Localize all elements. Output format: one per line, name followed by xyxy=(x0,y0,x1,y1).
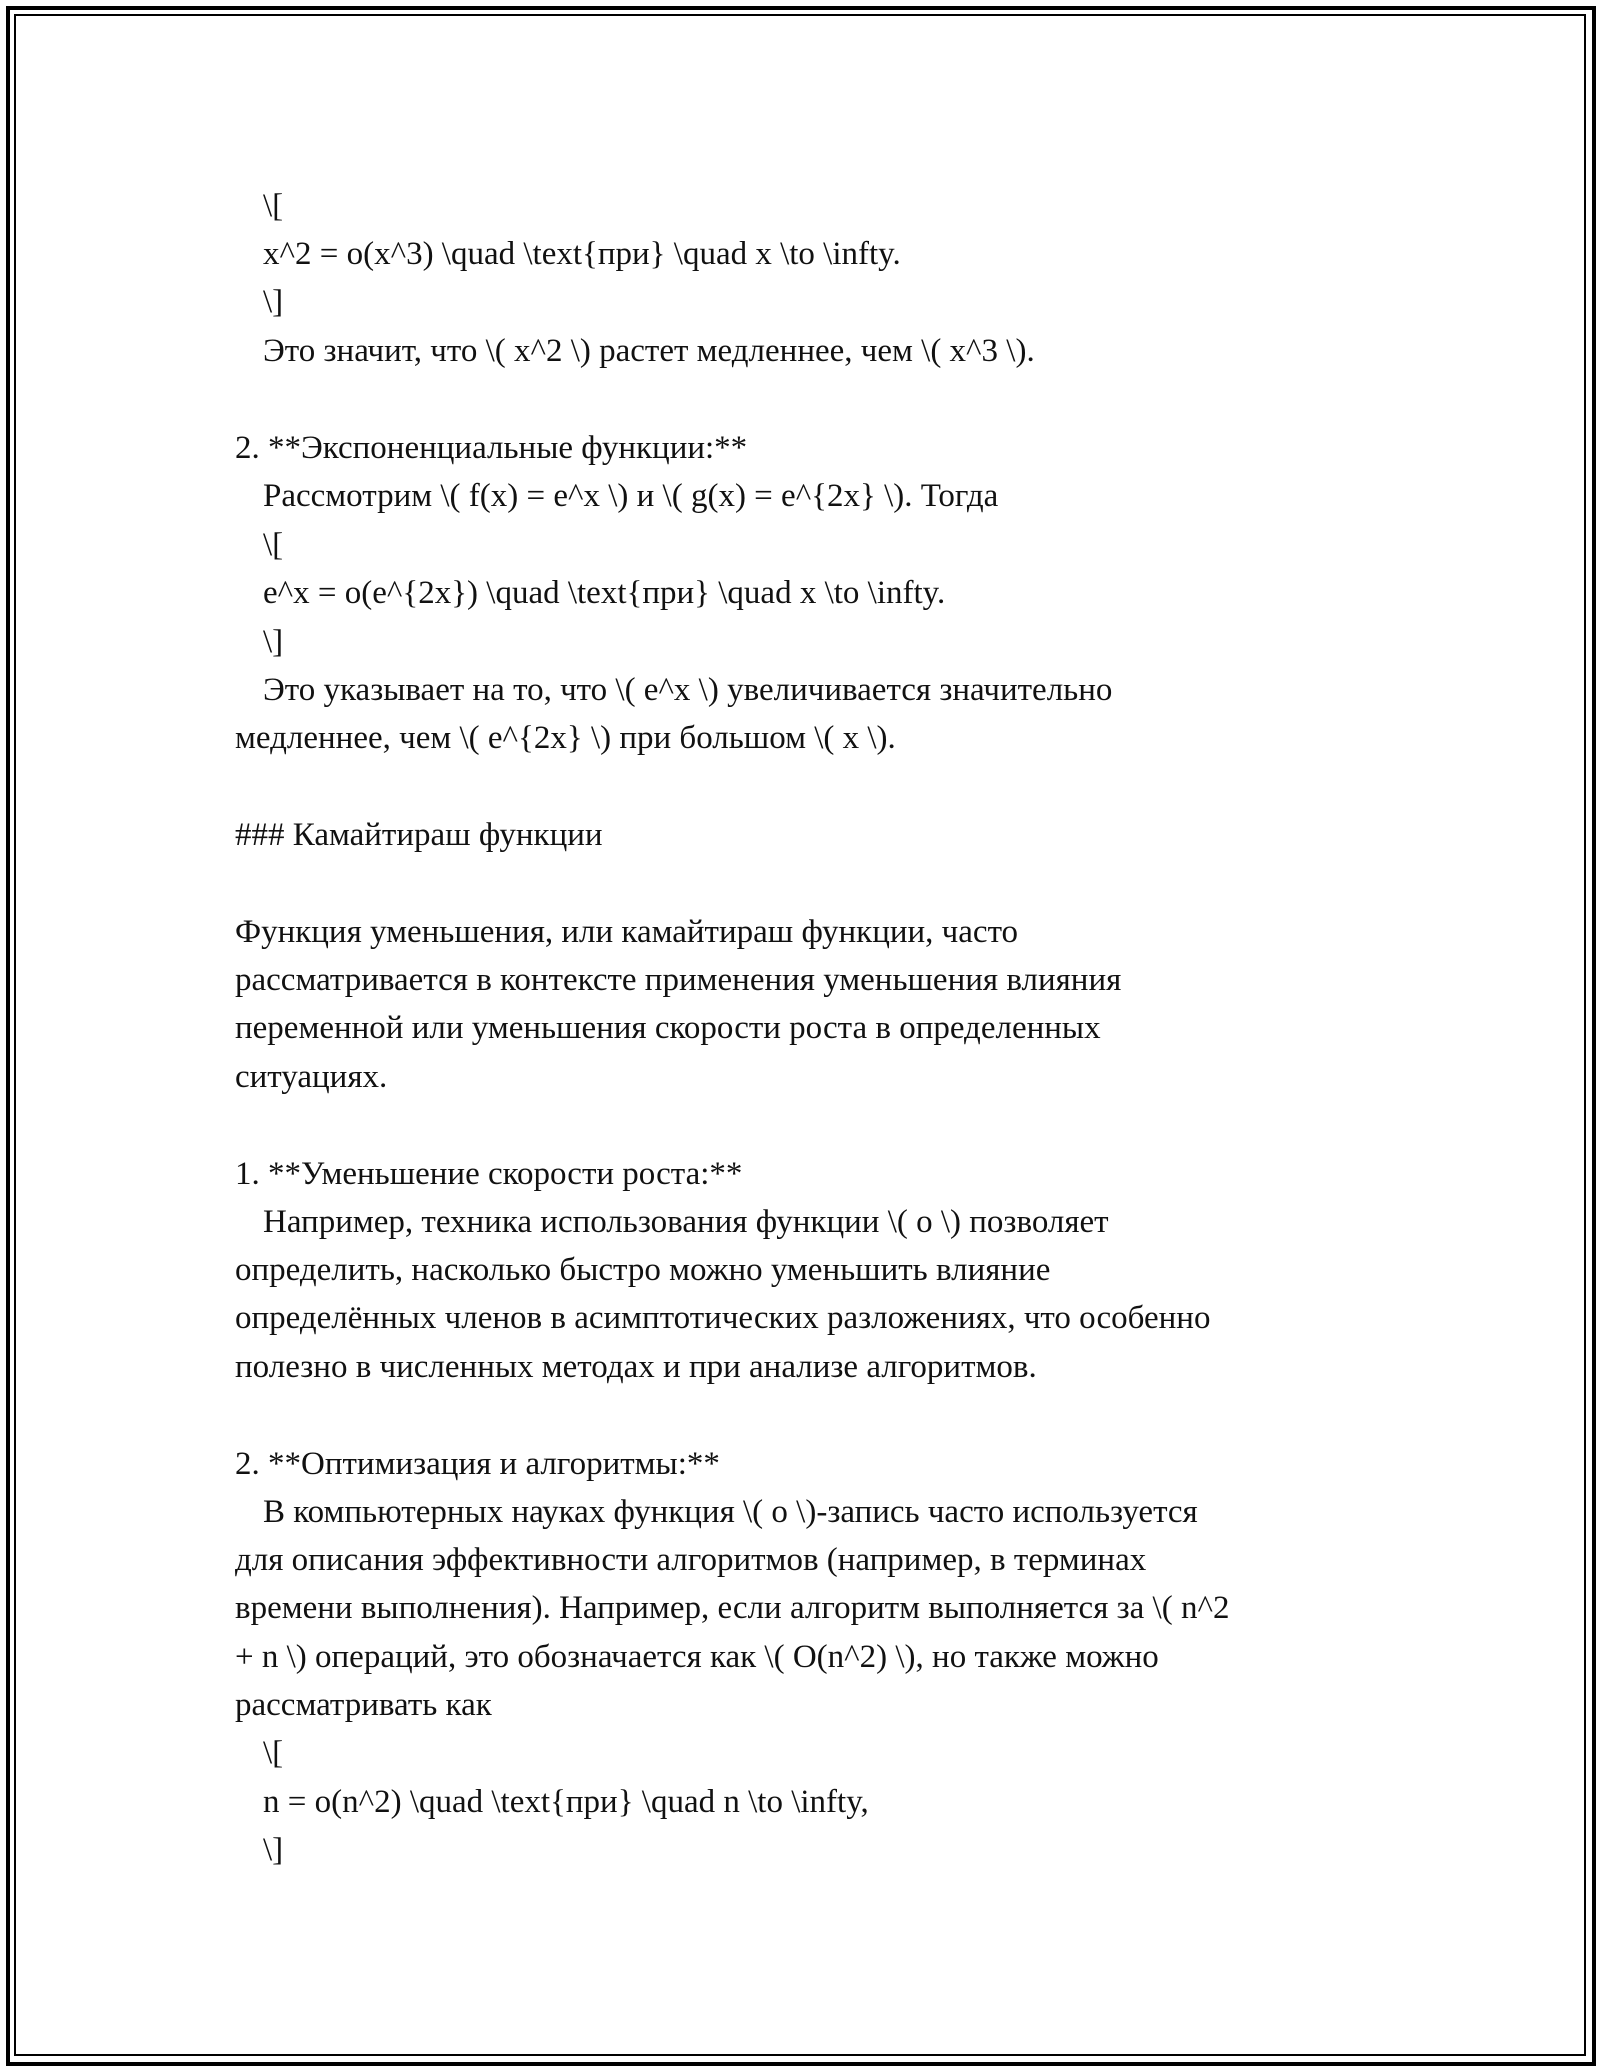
text-line: \[ xyxy=(263,527,284,563)
text-line: медленнее, чем \( e^{2x} \) при большом \( x \). xyxy=(235,720,896,756)
text-line: рассматривать как xyxy=(235,1687,492,1723)
text-line: В компьютерных науках функция \( o \)-запись часто используется xyxy=(263,1494,1198,1530)
text-line: Рассмотрим \( f(x) = e^x \) и \( g(x) = e^{2x} \). Тогда xyxy=(263,478,999,514)
text-line: Например, техника использования функции \( o \) позволяет xyxy=(263,1204,1109,1240)
section-heading: ### Камайтираш функции xyxy=(235,817,603,853)
list-item-heading: 2. **Экспоненциальные функции:** xyxy=(235,430,748,466)
text-line: + n \) операций, это обозначается как \( O(n^2) \), но также можно xyxy=(235,1639,1159,1675)
text-line: рассматривается в контексте применения уменьшения влияния xyxy=(235,962,1122,998)
text-line: \[ xyxy=(263,1735,284,1771)
text-line: ситуациях. xyxy=(235,1059,388,1095)
text-line: для описания эффективности алгоритмов (например, в терминах xyxy=(235,1542,1147,1578)
text-line: \] xyxy=(263,624,284,660)
text-line: Функция уменьшения, или камайтираш функции, часто xyxy=(235,914,1019,950)
text-line: Это значит, что \( x^2 \) растет медленнее, чем \( x^3 \). xyxy=(263,333,1035,369)
text-line: определённых членов в асимптотических разложениях, что особенно xyxy=(235,1300,1211,1336)
list-item-heading: 1. **Уменьшение скорости роста:** xyxy=(235,1156,743,1192)
text-line: времени выполнения). Например, если алгоритм выполняется за \( n^2 xyxy=(235,1590,1230,1626)
text-line: n = o(n^2) \quad \text{при} \quad n \to \infty, xyxy=(263,1784,869,1820)
list-item-heading: 2. **Оптимизация и алгоритмы:** xyxy=(235,1446,720,1482)
text-line: \[ xyxy=(263,188,284,224)
text-line: x^2 = o(x^3) \quad \text{при} \quad x \to \infty. xyxy=(263,236,901,272)
text-line: переменной или уменьшения скорости роста в определенных xyxy=(235,1010,1101,1046)
text-line: e^x = o(e^{2x}) \quad \text{при} \quad x \to \infty. xyxy=(263,575,946,611)
text-line: полезно в численных методах и при анализе алгоритмов. xyxy=(235,1349,1037,1385)
text-line: \] xyxy=(263,284,284,320)
text-line: Это указывает на то, что \( e^x \) увеличивается значительно xyxy=(263,672,1113,708)
text-line: определить, насколько быстро можно уменьшить влияние xyxy=(235,1252,1051,1288)
text-line: \] xyxy=(263,1832,284,1868)
